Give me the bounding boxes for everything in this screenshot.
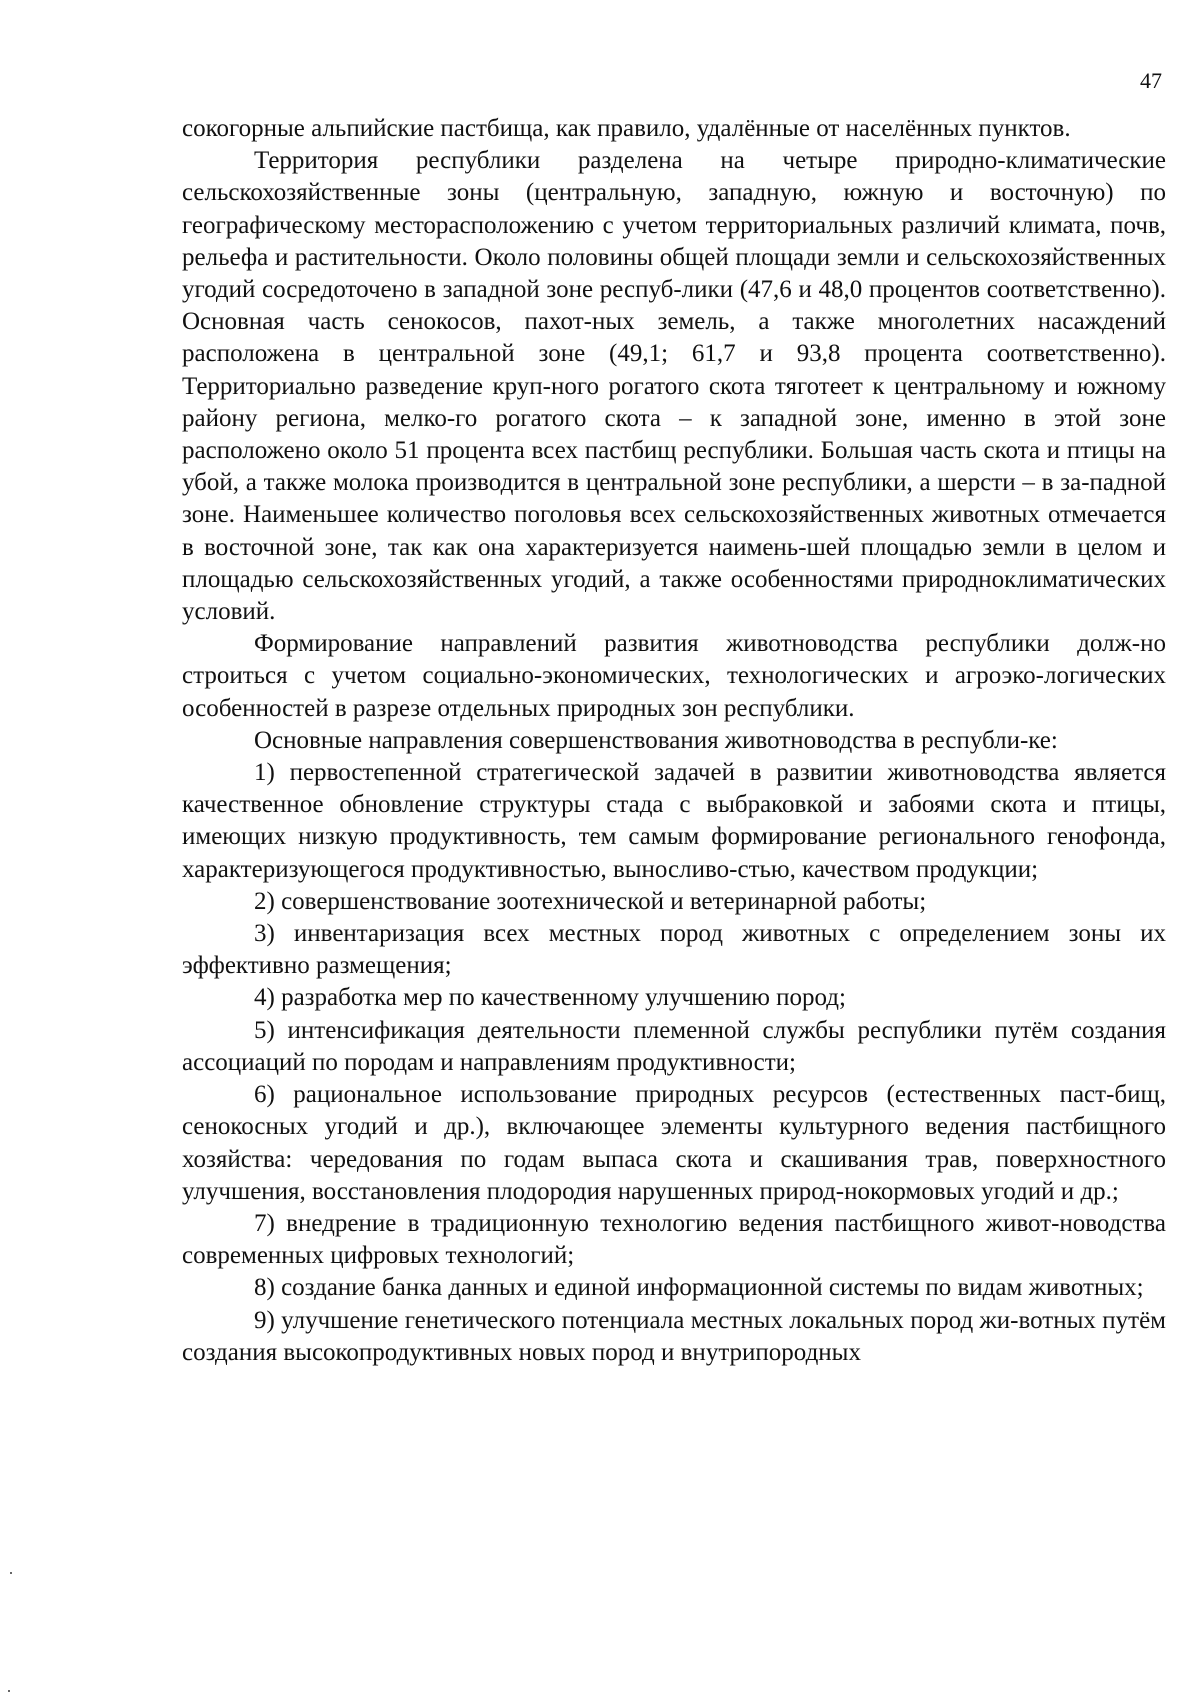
list-item-4: 4) разработка мер по качественному улучшению пород;: [254, 984, 846, 1012]
list-item-1: 1) первостепенной стратегической задачей в развитии животноводства является качественное обновление структуры стада с выбраковкой и забоями скота и птицы, имеющих низкую продуктивность, тем самым формирование регионального генофонда, характеризующегося продуктивностью, выносливо-стью, качеством продукции;: [182, 759, 1166, 883]
list-item-9: 9) улучшение генетического потенциала местных локальных пород жи-вотных путём создания высокопродуктивных новых пород и внутрипородных: [182, 1306, 1166, 1366]
body-text: [182, 113, 1166, 1369]
list-item-7: 7) внедрение в традиционную технологию ведения пастбищного живот-новодства современных цифровых технологий;: [182, 1209, 1166, 1270]
scan-speck: [8, 1690, 10, 1692]
paragraph-directions-formation: Формирование направлений развития животноводства республики долж-но строиться с учетом социально-экономических, технологических и агроэко-логических особенностей в разрезе отдельных природных зон республики.: [182, 630, 1166, 722]
paragraph-continuation: сокогорные альпийские пастбища, как правило, удалённые от населённых пунктов.: [182, 115, 1071, 142]
paragraph-territory-zones: Территория республики разделена на четыре природно-климатические сельскохозяйственные зоны (центральную, западную, южную и восточную) по географическому месторасположению с учетом территориальных различий климата, почв, рельефа и растительности. Около половины общей площади земли и сельскохозяйственных угодий сосредоточено в западной зоне респуб-лики (47,6 и 48,0 процентов соответственно). Основная часть сенокосов, пахот-ных земель, а также многолетних насаждений расположена в центральной зоне (49,1; 61,7 и 93,8 процента соответственно). Территориально разведение круп-ного рогатого скота тяготеет к центральному и южному району региона, мелко-го рогатого скота – к западной зоне, именно в этой зоне расположено около 51 процента всех пастбищ республики. Большая часть скота и птицы на убой, а также молока производится в центральной зоне республики, а шерсти – в за-падной зоне. Наименьшее количество поголовья всех сельскохозяйственных животных отмечается в восточной зоне, так как она характеризуется наимень-шей площадью земли в целом и площадью сельскохозяйственных угодий, а также особенностями природноклиматических условий.: [182, 147, 1166, 626]
paragraph-main-directions-intro: Основные направления совершенствования животноводства в республи-ке:: [254, 726, 1058, 754]
list-item-6: 6) рациональное использование природных ресурсов (естественных паст-бищ, сенокосных угодий и др.), включающее элементы культурного ведения пастбищного хозяйства: чередования по годам выпаса скота и скашивания трав, поверхностного улучшения, восстановления плодородия нарушенных природ-нокормовых угодий и др.;: [182, 1081, 1166, 1205]
list-item-3: 3) инвентаризация всех местных пород животных с определением зоны их эффективно размещения;: [182, 920, 1166, 980]
page-number: 47: [1140, 68, 1162, 93]
list-item-2: 2) совершенствование зоотехнической и ветеринарной работы;: [254, 887, 927, 915]
scan-speck: [10, 1572, 12, 1574]
list-item-5: 5) интенсификация деятельности племенной службы республики путём создания ассоциаций по породам и направлениям продуктивности;: [182, 1016, 1166, 1076]
list-item-8: 8) создание банка данных и единой информационной системы по видам животных;: [254, 1274, 1144, 1302]
